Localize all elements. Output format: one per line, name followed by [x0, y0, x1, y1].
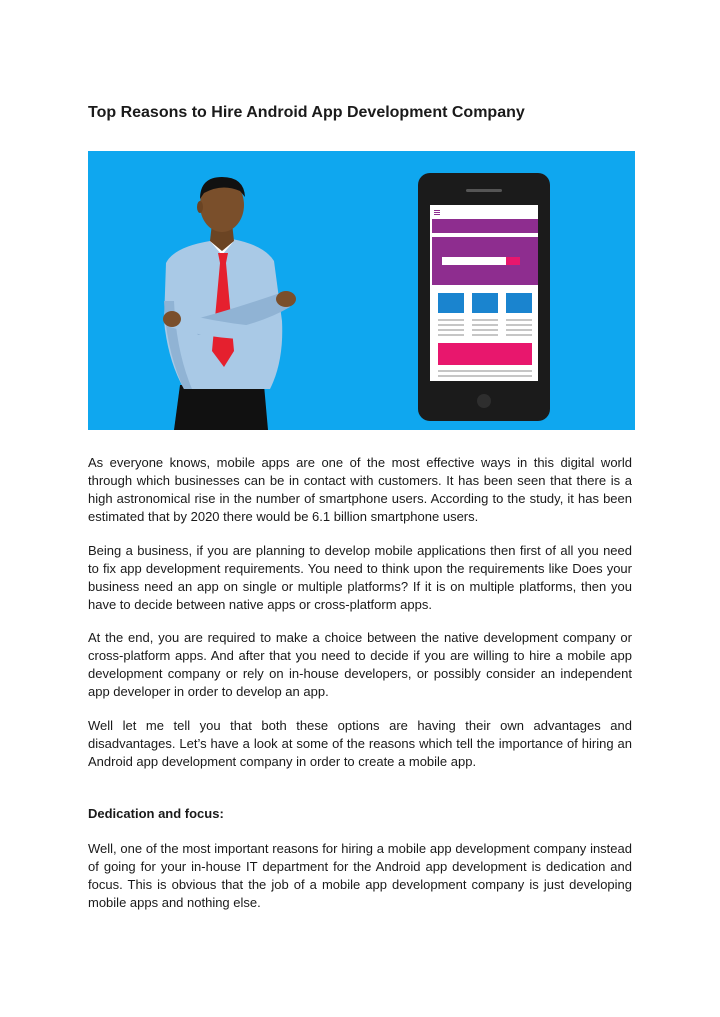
smartphone-illustration: [418, 173, 550, 421]
dedication-paragraph: Well, one of the most important reasons for hiring a mobile app development company instead of going for your in-house IT department for the Android app development is dedication and focus. This is obvious that the job of a mobile app development company is just developing mobile apps and nothing else.: [88, 841, 632, 910]
businessman-illustration: [163, 177, 296, 430]
section-heading: Dedication and focus:: [88, 806, 224, 821]
intro-paragraph: As everyone knows, mobile apps are one of the most effective ways in this digital world through which businesses can be in contact with customers. It has been seen that there is a high astronomical rise in the number of smartphone users. According to the study, it has been estimated that by 2020 there would be 6.1 billion smartphone users.: [88, 455, 632, 524]
hero-illustration: [88, 151, 635, 430]
options-paragraph: Well let me tell you that both these options are having their own advantages and disadvantages. Let’s have a look at some of the reasons which tell the importance of hiring an Android app development company in order to create a mobile app.: [88, 718, 632, 769]
requirements-paragraph: Being a business, if you are planning to develop mobile applications then first of all you need to fix app development requirements. You need to think upon the requirements like Does your business need an app on single or multiple platforms? If it is on multiple platforms, then you have to decide between native apps or cross-platform apps.: [88, 543, 632, 612]
page-title: Top Reasons to Hire Android App Development Company: [88, 104, 525, 121]
choice-paragraph: At the end, you are required to make a choice between the native development company or cross-platform apps. And after that you need to decide if you are willing to hire a mobile app development company or rely on in-house developers, or possibly consider an independent app developer in order to develop an app.: [88, 630, 632, 699]
